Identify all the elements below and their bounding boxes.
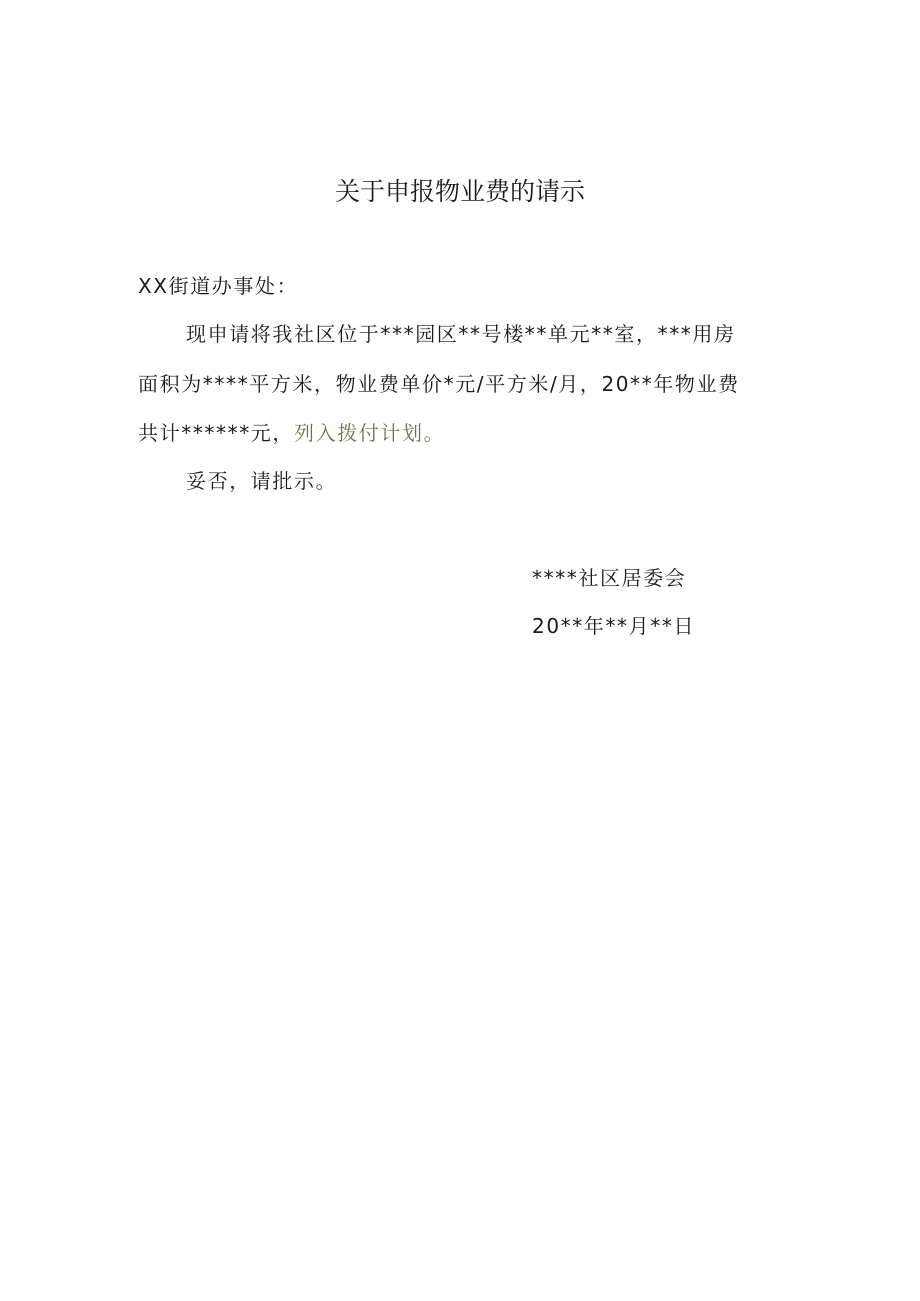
salutation: XX街道办事处： (138, 274, 299, 298)
body-line-1: 现申请将我社区位于***园区**号楼**单元**室，***用房 (186, 322, 736, 346)
body-line-3-highlight: 列入拨付计划。 (294, 421, 446, 445)
signature-organization: ****社区居委会 (532, 566, 687, 590)
body-line-2: 面积为****平方米，物业费单价*元/平方米/月，20**年物业费 (138, 372, 740, 396)
body-line-3 (138, 417, 445, 449)
closing-line: 妥否，请批示。 (186, 469, 338, 493)
signature-date: 20**年**月**日 (532, 614, 696, 638)
body-line-3-text: 共计******元， (138, 421, 294, 445)
document-title: 关于申报物业费的请示 (334, 177, 585, 206)
